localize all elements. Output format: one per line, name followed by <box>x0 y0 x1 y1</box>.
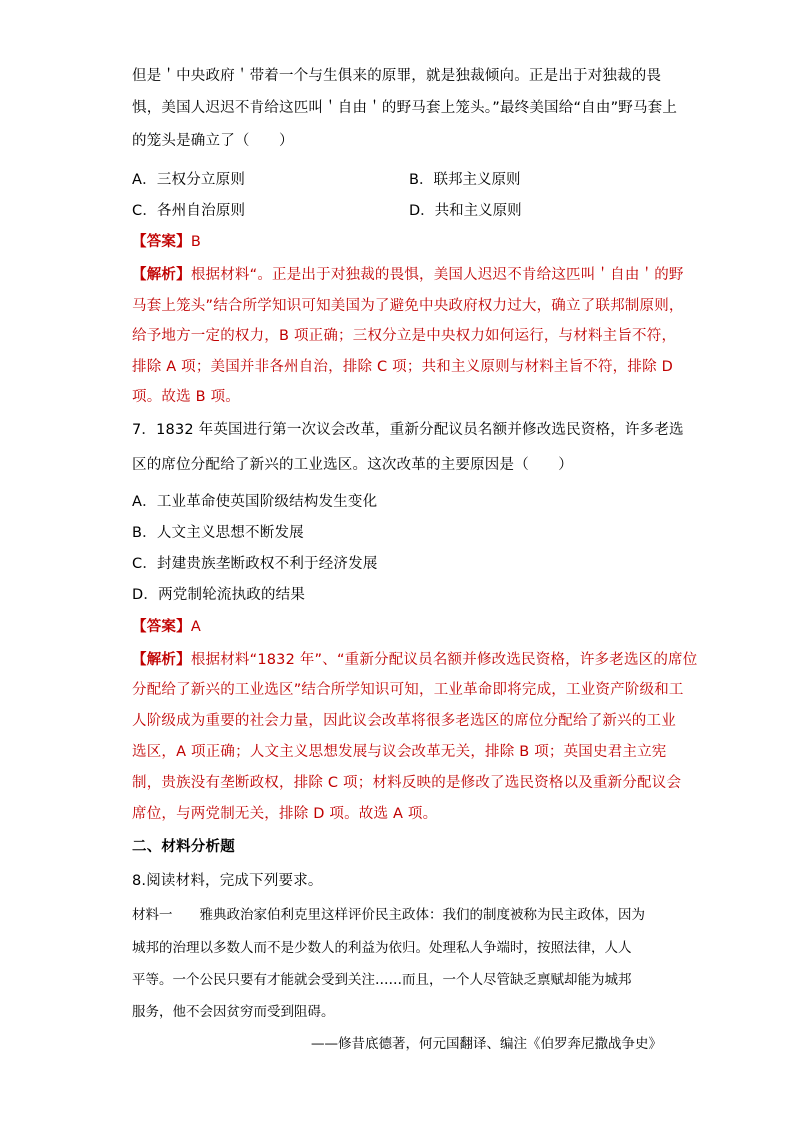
analysis-line: 席位，与两党制无关，排除 D 项。故选 A 项。 <box>132 806 438 822</box>
analysis-line <box>132 650 697 670</box>
question-stem-line: 惧，美国人迟迟不肯给这匹叫＇自由＇的野马套上笼头。”最终美国给“自由”野马套上 <box>132 100 678 116</box>
material-line: 服务，他不会因贫穷而受到阻碍。 <box>132 1004 335 1020</box>
analysis-line: 马套上笼头”结合所学知识可知美国为了避免中央政府权力过大，确立了联邦制原则， <box>132 298 684 314</box>
analysis-line: 制，贵族没有垄断政权，排除 C 项；材料反映的是修改了选民资格以及重新分配议会 <box>132 775 682 791</box>
analysis-line: 给予地方一定的权力，B 项正确；三权分立是中央权力如何运行，与材料主旨不符， <box>132 328 677 344</box>
answer-label: 【答案】 <box>132 619 191 635</box>
option-d: D．共和主义原则 <box>409 203 522 219</box>
option-b: B．联邦主义原则 <box>409 172 521 188</box>
analysis-line: 选区，A 项正确；人文主义思想发展与议会改革无关，排除 B 项；英国史君主立宪 <box>132 744 667 760</box>
material-line: 材料一 雅典政治家伯利克里这样评价民主政体：我们的制度被称为民主政体，因为 <box>132 907 645 923</box>
option-a: A．工业革命使英国阶级结构发生变化 <box>132 494 378 510</box>
material-line: 城邦的治理以多数人而不是少数人的利益为依归。处理私人争端时，按照法律，人人 <box>132 940 632 956</box>
option-b: B．人文主义思想不断发展 <box>132 525 304 541</box>
section-title: 二、材料分析题 <box>132 839 235 855</box>
material-source: ——修昔底德著，何元国翻译、编注《伯罗奔尼撒战争史》 <box>311 1036 662 1052</box>
option-c: C．各州自治原则 <box>132 203 246 219</box>
analysis-text: 根据材料“。正是出于对独裁的畏惧，美国人迟迟不肯给这匹叫＇自由＇的野 <box>190 267 684 283</box>
question-stem-line: 的笼头是确立了（ ） <box>132 133 294 149</box>
analysis-label: 【解析】 <box>132 267 191 283</box>
analysis-line <box>132 265 684 285</box>
answer-label: 【答案】 <box>132 234 191 250</box>
analysis-line: 分配给了新兴的工业选区”结合所学知识可知，工业革命即将完成，工业资产阶级和工 <box>132 682 684 698</box>
analysis-text: 根据材料“1832 年”、“重新分配议员名额并修改选民资格，许多老选区的席位 <box>190 652 698 668</box>
question-stem-line: 7．1832 年英国进行第一次议会改革，重新分配议员名额并修改选民资格，许多老选 <box>132 422 684 438</box>
answer-line <box>132 617 201 637</box>
question-stem: 8.阅读材料，完成下列要求。 <box>132 873 323 889</box>
option-a: A．三权分立原则 <box>132 172 246 188</box>
answer-value: B <box>190 234 201 250</box>
answer-line <box>132 232 201 252</box>
answer-value: A <box>190 619 201 635</box>
analysis-line: 人阶级成为重要的社会力量，因此议会改革将很多老选区的席位分配给了新兴的工业 <box>132 713 676 729</box>
material-line: 平等。一个公民只要有才能就会受到关注……而且，一个人尽管缺乏禀赋却能为城邦 <box>132 972 632 988</box>
analysis-line: 项。故选 B 项。 <box>132 389 240 405</box>
question-stem-line: 区的席位分配给了新兴的工业选区。这次改革的主要原因是（ ） <box>132 457 573 473</box>
question-stem-line: 但是＇中央政府＇带着一个与生俱来的原罪，就是独裁倾向。正是出于对独裁的畏 <box>132 68 662 84</box>
option-d: D．两党制轮流执政的结果 <box>132 587 306 603</box>
option-c: C．封建贵族垄断政权不利于经济发展 <box>132 556 378 572</box>
analysis-line: 排除 A 项；美国并非各州自治，排除 C 项；共和主义原则与材料主旨不符，排除 D <box>132 359 673 375</box>
analysis-label: 【解析】 <box>132 652 191 668</box>
